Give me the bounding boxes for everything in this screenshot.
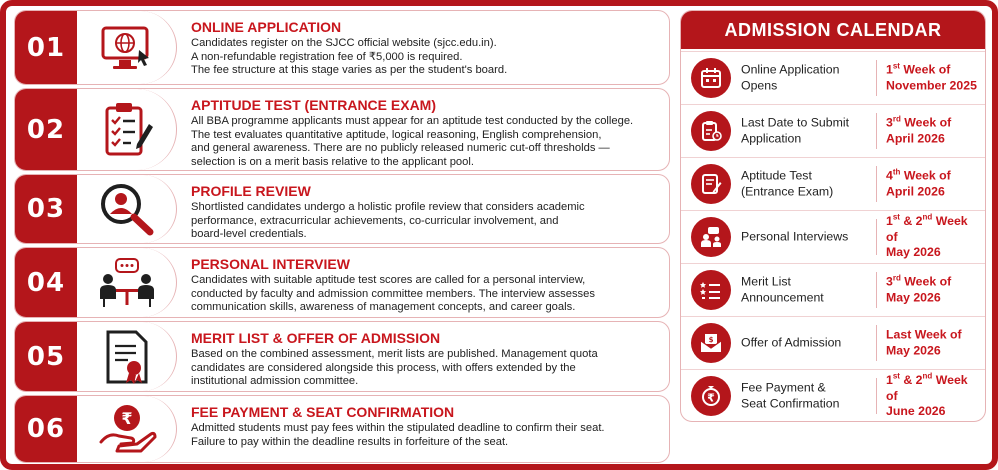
step-icon-box [77,396,177,462]
step-text-line: Based on the combined assessment, merit lists are published. Management quota [191,348,598,360]
clipboard-clock-icon [691,111,731,151]
step-text-line: communication skills, awareness of management concepts, and career goals. [191,301,576,314]
step-body [191,183,657,242]
step-title: ONLINE APPLICATION [191,19,342,35]
step-text-line: Failure to pay within the deadline results in forfeiture of the seat. [191,435,509,448]
calendar-title: ADMISSION CALENDAR [681,11,985,49]
step-text-line: selection is on a merit basis relative to the applicant pool. [191,155,474,168]
magnifier-person-icon [98,181,156,237]
step-body [191,404,657,449]
calendar-event [741,275,871,306]
calendar-event [741,169,871,200]
divider [876,378,877,414]
step-merit-list [14,321,670,392]
event-line: Personal Interviews [741,229,849,244]
interview-icon [691,217,731,257]
date-line: November 2025 [886,78,977,92]
step-text-line: candidates are considered alongside this process, with offers extended by the [191,361,576,374]
step-icon-box [77,11,177,84]
calendar-date: 3rd Week of May 2026 [886,275,979,306]
calendar-event [741,63,871,94]
step-title: APTITUDE TEST (ENTRANCE EXAM) [191,97,436,113]
step-fee-payment [14,395,670,463]
rupee-coin-icon [691,376,731,416]
divider [876,166,877,202]
step-number: 04 [15,248,77,317]
divider [876,113,877,149]
calendar-date: 1st & 2nd Week of May 2026 [886,214,979,261]
step-title: FEE PAYMENT & SEAT CONFIRMATION [191,404,455,420]
calendar-row-application-opens [681,51,985,104]
step-text-line: Candidates register on the SJCC official website (sjcc.edu.in). [191,37,497,49]
step-icon-box [77,322,177,391]
step-body [191,330,657,389]
calendar-icon [691,58,731,98]
step-title: MERIT LIST & OFFER OF ADMISSION [191,330,441,346]
calendar-row-aptitude-test [681,157,985,210]
clipboard-checklist-icon [99,100,155,160]
date-line: May 2026 [886,244,941,259]
date-line: June 2026 [886,403,946,418]
step-number: 05 [15,322,77,391]
step-title: PERSONAL INTERVIEW [191,256,350,272]
date-line: Last Week of [886,327,962,342]
step-text-line: Shortlisted candidates undergo a holistic profile review that considers academic [191,201,585,213]
event-line: Last Date to Submit [741,115,849,130]
calendar-row-offer [681,316,985,369]
step-profile-review [14,174,670,244]
event-line: Application [741,131,802,145]
calendar-date: 1st Week of November 2025 [886,63,979,94]
divider [876,219,877,255]
step-body [191,19,657,78]
step-text-line: The fee structure at this stage varies as per the student's board. [191,64,508,77]
rupee-hand-icon [97,402,157,456]
date-line: May 2026 [886,343,941,357]
step-text-line: The test evaluates quantitative aptitude, logical reasoning, English comprehension, [191,128,602,141]
step-text-line: Candidates with suitable aptitude test scores are called for a personal interview, [191,274,586,286]
step-text-line: Admitted students must pay fees within the stipulated deadline to confirm their seat. [191,422,605,434]
event-line: Fee Payment & [741,380,826,395]
calendar-date: 4th Week of April 2026 [886,169,979,200]
event-line: Offer of Admission [741,335,842,350]
step-title: PROFILE REVIEW [191,183,311,199]
step-number: 03 [15,175,77,243]
divider [876,60,877,96]
divider [876,325,877,361]
exam-paper-icon [691,164,731,204]
step-icon-box [77,89,177,170]
step-text-line: board-level credentials. [191,228,307,241]
calendar-row-fee-payment [681,369,985,422]
calendar-row-merit-list [681,263,985,316]
step-number: 01 [15,11,77,84]
divider [876,272,877,308]
step-text-line: institutional admission committee. [191,375,359,388]
step-personal-interview [14,247,670,318]
step-text-line: conducted by faculty and admission committee members. The interview assesses [191,287,595,300]
event-line: Aptitude Test [741,168,812,183]
list-stars-icon [691,270,731,310]
interview-people-icon [96,257,158,309]
step-text-line: performance, extracurricular achievements, co-curricular involvement, and [191,214,559,227]
computer-globe-icon [97,22,157,74]
svg-text:$: $ [708,336,714,344]
event-line: Opens [741,78,778,92]
step-number: 02 [15,89,77,170]
step-text-line: and general awareness. There are no publicly released numeric cut-off thresholds — [191,142,610,155]
step-aptitude-test [14,88,670,171]
calendar-event [741,229,871,245]
step-number: 06 [15,396,77,462]
step-text-line: All BBA programme applicants must appear for an aptitude test conducted by the college. [191,115,634,127]
step-text-line: A non-refundable registration fee of ₹5,000 is required. [191,50,463,63]
calendar-event [741,381,871,412]
svg-text:₹: ₹ [707,391,715,405]
calendar-event [741,116,871,147]
calendar-event [741,335,871,351]
calendar-row-interviews [681,210,985,263]
svg-text:₹: ₹ [120,409,133,428]
event-line: Merit List [741,274,791,289]
calendar-date [886,328,979,359]
certificate-document-icon [102,328,152,386]
date-line: May 2026 [886,290,941,304]
step-icon-box [77,175,177,243]
date-line: April 2026 [886,184,945,198]
event-line: Online Application [741,62,840,77]
envelope-icon [691,323,731,363]
date-line: April 2026 [886,131,945,145]
event-line: Seat Confirmation [741,396,840,410]
calendar-date: 3rd Week of April 2026 [886,116,979,147]
event-line: Announcement [741,290,824,304]
step-online-application [14,10,670,85]
calendar-date: 1st & 2nd Week of June 2026 [886,373,979,420]
step-body [191,256,657,315]
event-line: (Entrance Exam) [741,184,834,198]
step-icon-box [77,248,177,317]
admission-calendar [680,10,986,422]
step-body [191,97,657,169]
calendar-row-last-date [681,104,985,157]
